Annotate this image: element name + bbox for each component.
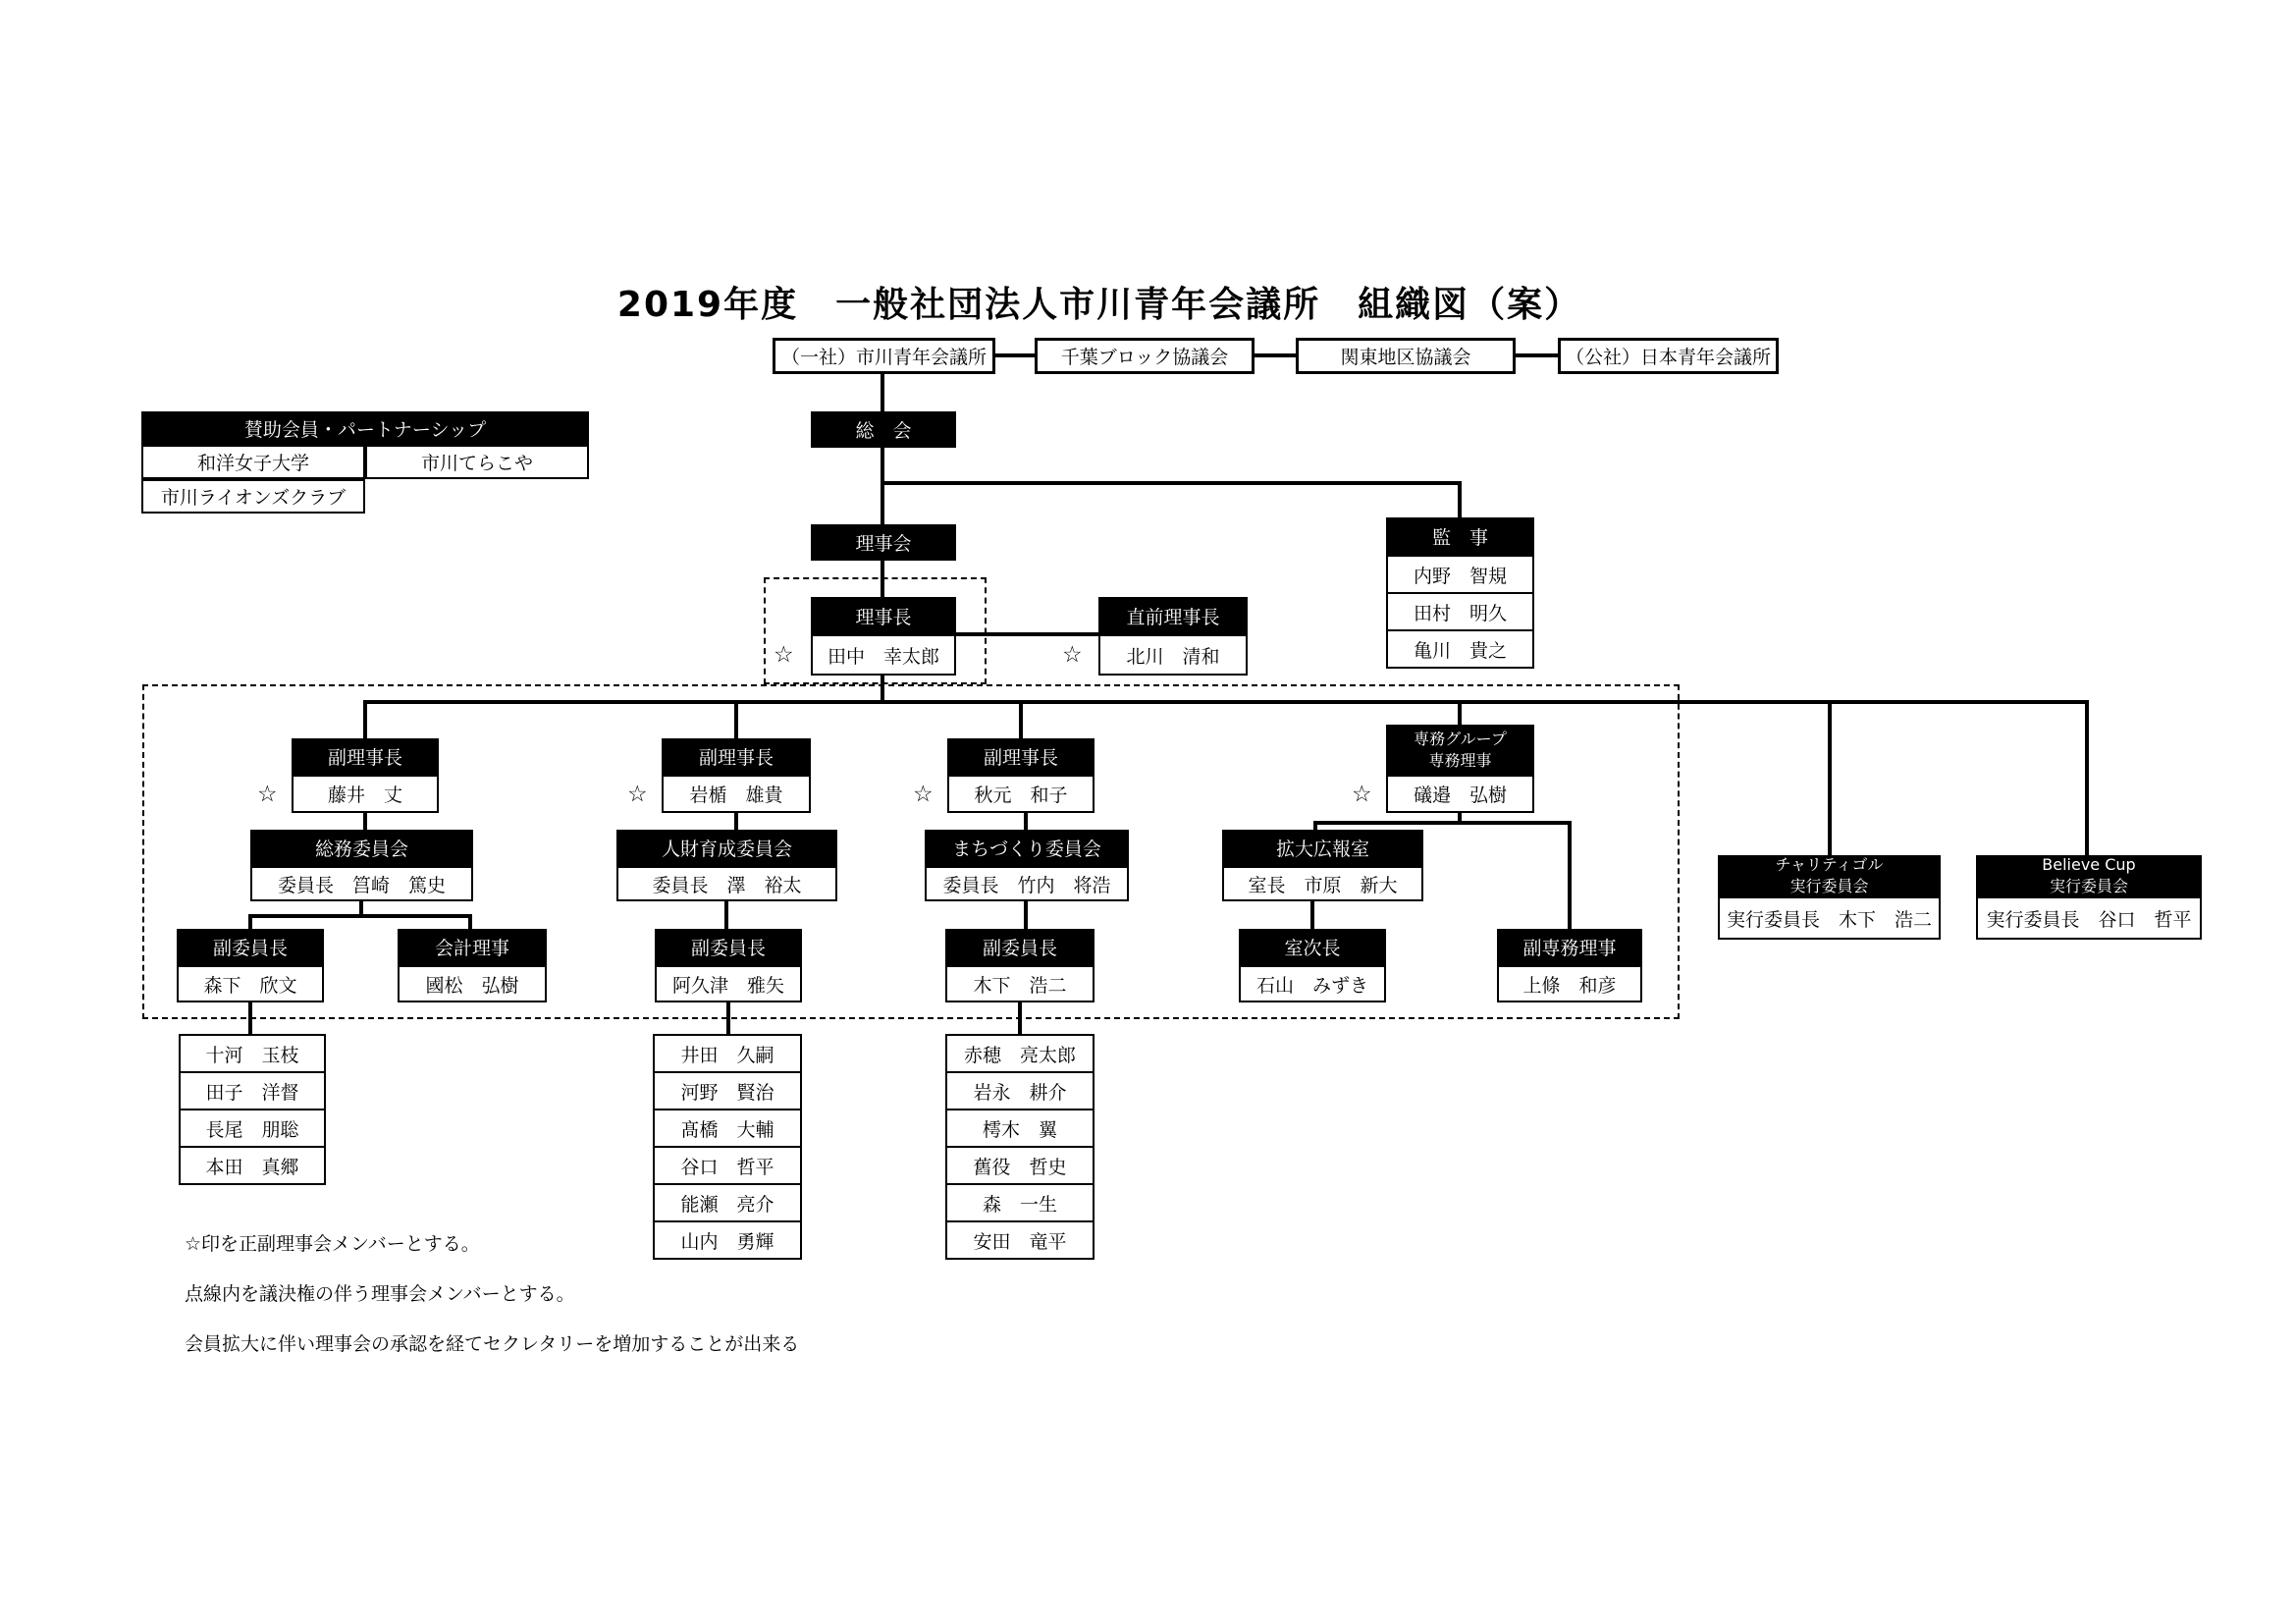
vice-chairman-title: 副理事長 <box>292 738 439 775</box>
connector-line <box>248 914 252 929</box>
partnership-cell: 市川ライオンズクラブ <box>141 479 365 514</box>
star-mark: ☆ <box>627 782 648 807</box>
past-chairman-name: 北川 清和 <box>1098 634 1248 676</box>
connector-line <box>881 448 884 524</box>
connector-line <box>881 676 884 700</box>
connector-line <box>2085 700 2089 855</box>
believe-cup-title-line2: 実行委員会 <box>2049 877 2128 895</box>
member-name: 森 一生 <box>947 1185 1093 1222</box>
sub-name-akutsu: 阿久津 雅矢 <box>655 965 802 1002</box>
executive-director-name: 礒邉 弘樹 <box>1386 775 1534 813</box>
believe-cup-title <box>1976 855 2202 896</box>
connector-line <box>726 1002 730 1034</box>
connector-line <box>1313 821 1572 825</box>
connector-line <box>248 914 472 918</box>
connector-line <box>724 901 728 929</box>
member-name: 谷口 哲平 <box>655 1148 800 1185</box>
board-box: 理事会 <box>811 524 956 561</box>
sub-name-morishita: 森下 欣文 <box>177 965 324 1002</box>
chairman-name: 田中 幸太郎 <box>811 634 956 676</box>
star-mark: ☆ <box>257 782 278 807</box>
org-box-japan-jc: （公社）日本青年会議所 <box>1558 338 1779 374</box>
vice-chairman-title: 副理事長 <box>662 738 811 775</box>
member-name: 岩永 耕介 <box>947 1073 1093 1110</box>
connector-line <box>881 481 1462 485</box>
connector-line <box>1313 821 1317 830</box>
executive-director-title-line2: 専務理事 <box>1428 750 1492 770</box>
committee-leader-soumu: 委員長 筥崎 篤史 <box>250 866 473 901</box>
member-name: 長尾 朋聡 <box>181 1110 324 1148</box>
sub-title-fukuiincho-2: 副委員長 <box>655 929 802 965</box>
member-name: 舊役 哲史 <box>947 1148 1093 1185</box>
member-name: 本田 真郷 <box>205 1156 299 1178</box>
connector-line <box>1458 700 1462 725</box>
star-mark: ☆ <box>913 782 934 807</box>
member-name: 田子 洋督 <box>181 1073 324 1110</box>
member-name: 髙橋 大輔 <box>655 1110 800 1148</box>
star-mark: ☆ <box>774 642 794 668</box>
member-name: 井田 久嗣 <box>655 1036 800 1073</box>
connector-line <box>468 914 472 929</box>
member-list-machizukuri <box>945 1034 1095 1260</box>
sub-name-ishiyama: 石山 みずき <box>1239 965 1386 1002</box>
vice-chairman-name: 藤井 丈 <box>292 775 439 813</box>
executive-director-title <box>1386 725 1534 775</box>
committee-title-jinzai: 人財育成委員会 <box>616 830 837 866</box>
vice-chairman-title: 副理事長 <box>947 738 1095 775</box>
connector-line <box>359 901 363 914</box>
auditors-header: 監 事 <box>1386 517 1534 555</box>
footnote-dashed: 点線内を議決権の伴う理事会メンバーとする。 <box>185 1283 575 1305</box>
partnership-cell: 和洋女子大学 <box>141 445 365 479</box>
member-name: 山内 勇輝 <box>680 1230 774 1253</box>
member-name: 赤穂 亮太郎 <box>947 1036 1093 1073</box>
connector-line <box>363 813 367 830</box>
connector-line <box>1828 700 1832 855</box>
chairman-title: 理事長 <box>811 597 956 634</box>
org-box-ichikawa-jc: （一社）市川青年会議所 <box>773 338 995 374</box>
general-meeting-box: 総 会 <box>811 411 956 448</box>
committee-leader-kakudai: 室長 市原 新大 <box>1222 866 1423 901</box>
vice-chairman-name: 岩楯 雄貴 <box>662 775 811 813</box>
sub-title-fukusenmu: 副専務理事 <box>1497 929 1642 965</box>
vice-chairman-name: 秋元 和子 <box>947 775 1095 813</box>
org-box-kanto-district: 関東地区協議会 <box>1296 338 1516 374</box>
sub-title-fukuiincho-3: 副委員長 <box>945 929 1095 965</box>
believe-cup-leader: 実行委員長 谷口 哲平 <box>1976 896 2202 940</box>
charity-golf-title-line1: チャリティゴル <box>1775 855 1884 875</box>
member-name: 能瀬 亮介 <box>655 1185 800 1222</box>
connector-line <box>1255 353 1296 357</box>
connector-line <box>1024 901 1028 929</box>
star-mark: ☆ <box>1062 642 1083 668</box>
sub-name-kunimatsu: 國松 弘樹 <box>398 965 547 1002</box>
partnership-header: 賛助会員・パートナーシップ <box>141 411 589 445</box>
footnote-star: ☆印を正副理事会メンバーとする。 <box>185 1233 480 1255</box>
connector-line <box>1018 1002 1022 1034</box>
committee-title-machizukuri: まちづくり委員会 <box>925 830 1129 866</box>
star-mark: ☆ <box>1352 782 1372 807</box>
connector-line <box>248 1002 252 1034</box>
member-name: 河野 賢治 <box>655 1073 800 1110</box>
connector-line <box>881 374 884 411</box>
past-chairman-title: 直前理事長 <box>1098 597 1248 634</box>
committee-title-soumu: 総務委員会 <box>250 830 473 866</box>
page-title: 2019年度 一般社団法人市川青年会議所 組織図（案） <box>616 285 1582 325</box>
connector-line <box>734 813 738 830</box>
connector-line <box>363 700 367 738</box>
connector-line <box>1516 353 1558 357</box>
member-name: 安田 竜平 <box>973 1230 1067 1253</box>
auditor-name: 内野 智規 <box>1388 557 1532 594</box>
auditor-name: 亀川 貴之 <box>1413 639 1507 662</box>
auditor-name: 田村 明久 <box>1388 594 1532 631</box>
connector-line <box>1019 700 1023 738</box>
member-name: 樗木 翼 <box>947 1110 1093 1148</box>
believe-cup-title-line1: Believe Cup <box>2042 855 2136 875</box>
committee-leader-jinzai: 委員長 澤 裕太 <box>616 866 837 901</box>
member-name: 十河 玉枝 <box>181 1036 324 1073</box>
executive-director-title-line1: 専務グループ <box>1414 729 1507 748</box>
committee-leader-machizukuri: 委員長 竹内 将浩 <box>925 866 1129 901</box>
partnership-cell: 市川てらこや <box>365 445 589 479</box>
sub-name-kinoshita: 木下 浩二 <box>945 965 1095 1002</box>
charity-golf-title <box>1718 855 1941 896</box>
connector-line <box>1568 821 1572 929</box>
org-box-chiba-block: 千葉ブロック協議会 <box>1035 338 1255 374</box>
footnote-secretary: 会員拡大に伴い理事会の承認を経てセクレタリーを増加することが出来る <box>185 1333 800 1355</box>
committee-title-kakudai: 拡大広報室 <box>1222 830 1423 866</box>
connector-line <box>1458 481 1462 517</box>
sub-title-kaikei-riji: 会計理事 <box>398 929 547 965</box>
auditors-list <box>1386 555 1534 669</box>
connector-line <box>995 353 1035 357</box>
member-list-soumu <box>179 1034 326 1185</box>
connector-line <box>734 700 738 738</box>
sub-title-shitsujicho: 室次長 <box>1239 929 1386 965</box>
connector-line <box>1024 813 1028 830</box>
sub-title-fukuiincho-1: 副委員長 <box>177 929 324 965</box>
connector-line <box>1310 901 1314 929</box>
sub-name-kamijo: 上條 和彦 <box>1497 965 1642 1002</box>
charity-golf-title-line2: 実行委員会 <box>1789 877 1869 895</box>
connector-line <box>956 632 1098 636</box>
charity-golf-leader: 実行委員長 木下 浩二 <box>1718 896 1941 940</box>
member-list-jinzai <box>653 1034 802 1260</box>
